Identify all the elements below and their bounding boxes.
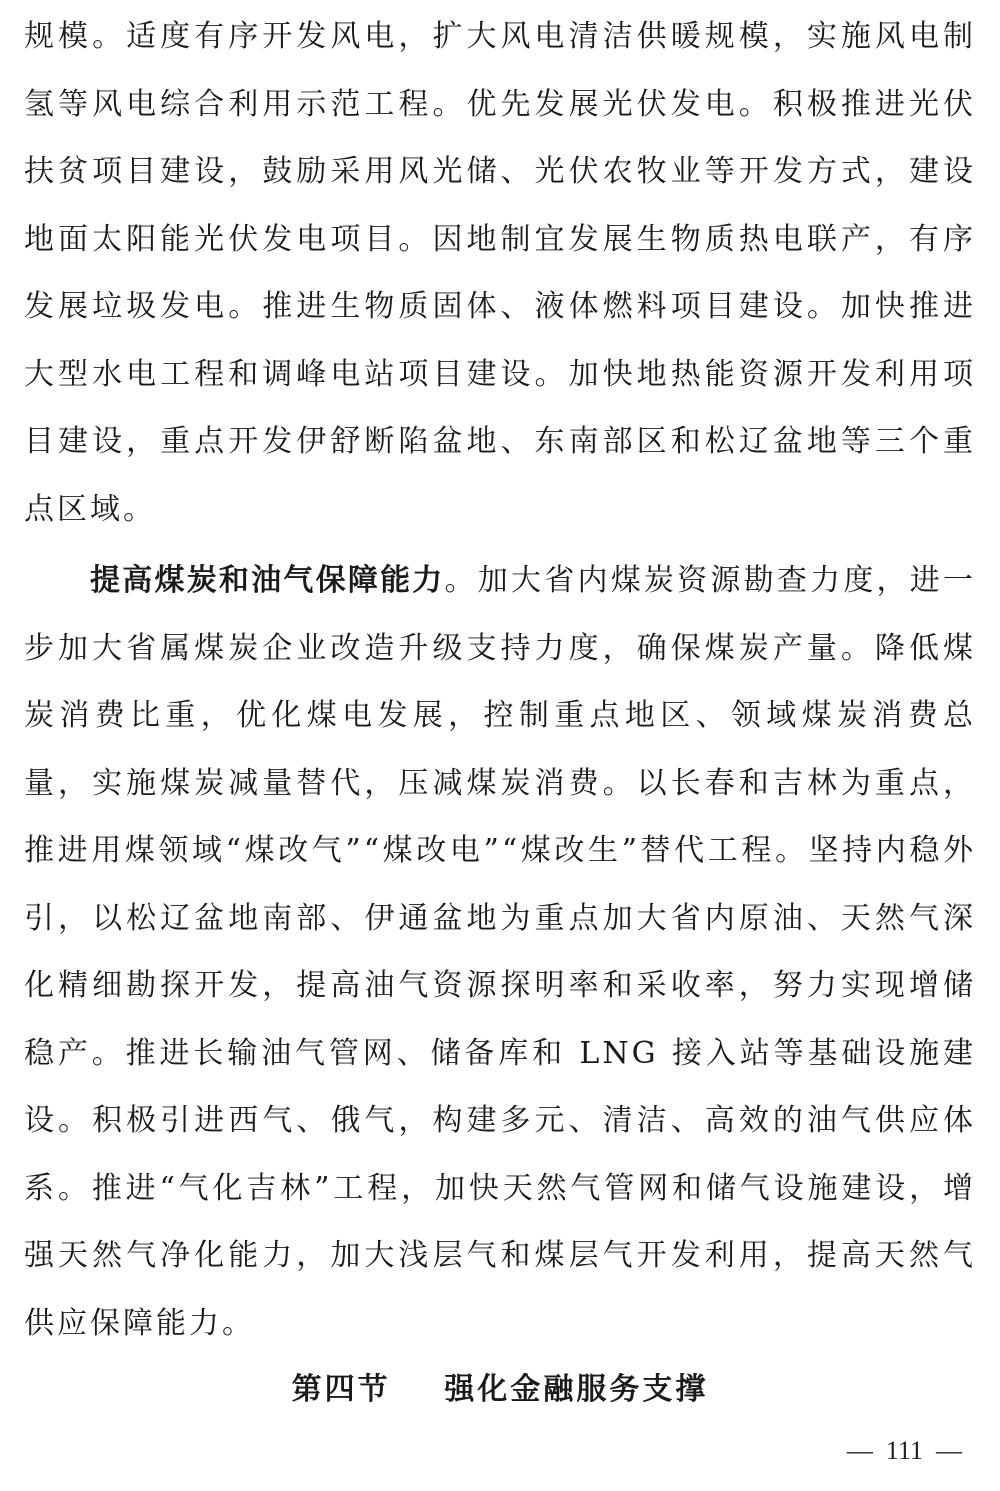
paragraph-coal-oil-gas xyxy=(24,547,976,1357)
section-heading: 第四节 强化金融服务支撑 xyxy=(291,1372,709,1407)
paragraph-body-text: 。加大省内煤炭资源勘查力度，进一步加大省属煤炭企业改造升级支持力度，确保煤炭产量。降低煤炭消费比重，优化煤电发展，控制重点地区、领域煤炭消费总量，实施煤炭减量替代，压减煤炭消费。以长春和吉林为重点，推进用煤领域“煤改气”“煤改电”“煤改生”替代工程。坚持内稳外引，以松辽盆地南部、伊通盆地为重点加大省内原油、天然气深化精细勘探开发，提高油气资源探明率和采收率，努力实现增储稳产。推进长输油气管网、储备库和 LNG 接入站等基础设施建设。积极引进西气、俄气，构建多元、清洁、高效的油气供应体系。推进“气化吉林”工程，加快天然气管网和储气设施建设，增强天然气净化能力，加大浅层气和煤层气开发利用，提高天然气供应保障能力。 xyxy=(24,563,977,1341)
page-number: — 111 — xyxy=(846,1436,962,1465)
paragraph-renewable-energy: 规模。适度有序开发风电，扩大风电清洁供暖规模，实施风电制氢等风电综合利用示范工程。优先发展光伏发电。积极推进光伏扶贫项目建设，鼓励采用风光储、光伏农牧业等开发方式，建设地面太阳能光伏发电项目。因地制宜发展生物质热电联产，有序发展垃圾发电。推进生物质固体、液体燃料项目建设。加快推进大型水电工程和调峰电站项目建设。加快地热能资源开发利用项目建设，重点开发伊舒断陷盆地、东南部区和松辽盆地等三个重点区域。 xyxy=(24,19,976,527)
paragraph-lead-heading: 提高煤炭和油气保障能力 xyxy=(90,563,445,598)
document-body xyxy=(24,0,976,1357)
